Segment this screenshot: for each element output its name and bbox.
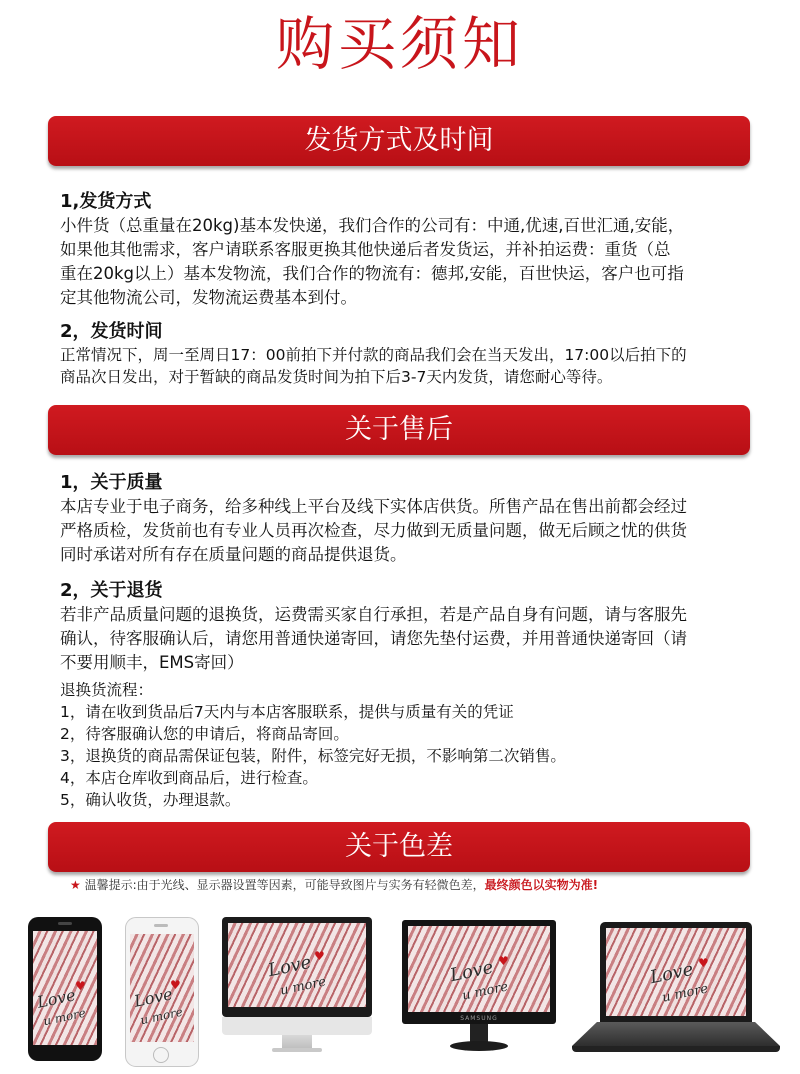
imac-screen (228, 923, 366, 1007)
black-phone-image (28, 917, 102, 1061)
quality-line: 本店专业于电子商务，给多种线上平台及线下实体店供货。所售产品在售出前都会经过 (60, 497, 687, 516)
monitor-screen (408, 926, 550, 1012)
shipping-method-block (60, 190, 760, 310)
heart-icon: ♥ (170, 978, 181, 992)
screen-script-text: u more (42, 1005, 87, 1029)
imac-image (222, 917, 372, 1057)
phone-speaker (58, 922, 72, 925)
monitor-brand-label: SAMSUNG (460, 1015, 498, 1022)
shipping-banner: 发货方式及时间 (48, 116, 750, 166)
return-process-step: 2，待客服确认您的申请后，将商品寄回。 (60, 725, 349, 743)
monitor-base (450, 1041, 508, 1051)
return-process-heading: 退换货流程： (60, 681, 154, 699)
imac-base (272, 1048, 322, 1052)
quality-line: 同时承诺对所有存在质量问题的商品提供退货。 (60, 545, 407, 564)
screen-script-text: Love (132, 984, 175, 1011)
color-notice-text: 温馨提示:由于光线、显示器设置等因素，可能导致图片与实务有轻微色差， (84, 878, 485, 892)
screen-script-text: u more (278, 974, 328, 999)
return-process-block (60, 679, 760, 811)
screen-script-text: Love (35, 985, 78, 1012)
return-process-step: 3，退换货的商品需保证包装，附件，标签完好无损，不影响第二次销售。 (60, 747, 566, 765)
return-process-step: 4，本店仓库收到商品后，进行检查。 (60, 769, 318, 787)
heart-icon: ♥ (698, 956, 709, 970)
shipping-method-line: 小件货（总重量在20kg)基本发快递，我们合作的公司有：中通,优速,百世汇通,安能， (60, 216, 685, 235)
shipping-time-block (60, 320, 760, 388)
heart-icon: ♥ (498, 954, 509, 968)
return-process-step: 1，请在收到货品后7天内与本店客服联系，提供与质量有关的凭证 (60, 703, 514, 721)
color-notice (70, 876, 770, 894)
phone-screen (33, 931, 97, 1045)
screen-script-text: Love (448, 956, 496, 987)
shipping-method-line: 如果他其他需求，客户请联系客服更换其他快递后者发货运，并补拍运费：重货（总 (60, 240, 671, 259)
laptop-keyboard (572, 1022, 780, 1046)
quality-line: 严格质检，发货前也有专业人员再次检查，尽力做到无质量问题，做无后顾之忧的供货 (60, 521, 687, 540)
returns-block (60, 579, 760, 675)
heart-icon: ♥ (75, 979, 86, 993)
imac-stand (282, 1035, 312, 1049)
quality-block (60, 471, 760, 567)
laptop-screen (606, 928, 746, 1016)
color-difference-banner: 关于色差 (48, 822, 750, 872)
shipping-method-line: 重在20kg以上）基本发物流，我们合作的物流有：德邦,安能，百世快运，客户也可指 (60, 264, 684, 283)
screen-script-text: u more (139, 1004, 184, 1028)
quality-heading: 1，关于质量 (60, 472, 163, 493)
phone-speaker (154, 924, 168, 927)
star-icon: ★ (70, 878, 81, 892)
white-phone-image (125, 917, 199, 1067)
screen-script-text: Love (266, 951, 314, 982)
screen-script-text: Love (648, 958, 696, 989)
phone-screen (130, 934, 194, 1042)
returns-line: 确认，待客服确认后，请您用普通快递寄回，请您先垫付运费，并用普通快递寄回（请 (60, 629, 687, 648)
returns-line: 不要用顺丰，EMS寄回） (60, 653, 244, 672)
shipping-method-heading: 1,发货方式 (60, 191, 152, 212)
returns-heading: 2，关于退货 (60, 580, 163, 601)
laptop-image (572, 922, 780, 1056)
monitor-image (402, 920, 556, 1054)
shipping-time-heading: 2，发货时间 (60, 321, 163, 342)
monitor-stand (470, 1024, 488, 1042)
shipping-time-line: 正常情况下，周一至周日17：00前拍下并付款的商品我们会在当天发出，17:00以后拍下的 (60, 346, 687, 364)
screen-script-text: u more (660, 981, 710, 1006)
heart-icon: ♥ (314, 949, 325, 963)
shipping-method-line: 定其他物流公司，发物流运费基本到付。 (60, 288, 357, 307)
shipping-time-line: 商品次日发出，对于暂缺的商品发货时间为拍下后3-7天内发货，请您耐心等待。 (60, 368, 613, 386)
returns-line: 若非产品质量问题的退换货，运费需买家自行承担，若是产品自身有问题，请与客服先 (60, 605, 687, 624)
page-title: 购买须知 (275, 10, 524, 78)
return-process-step: 5，确认收货，办理退款。 (60, 791, 241, 809)
laptop-base (572, 1046, 780, 1052)
home-button-icon (153, 1047, 169, 1063)
after-sales-banner: 关于售后 (48, 405, 750, 455)
screen-script-text: u more (460, 979, 510, 1004)
color-notice-emphasis: 最终颜色以实物为准! (484, 878, 599, 892)
imac-chin (222, 1017, 372, 1035)
